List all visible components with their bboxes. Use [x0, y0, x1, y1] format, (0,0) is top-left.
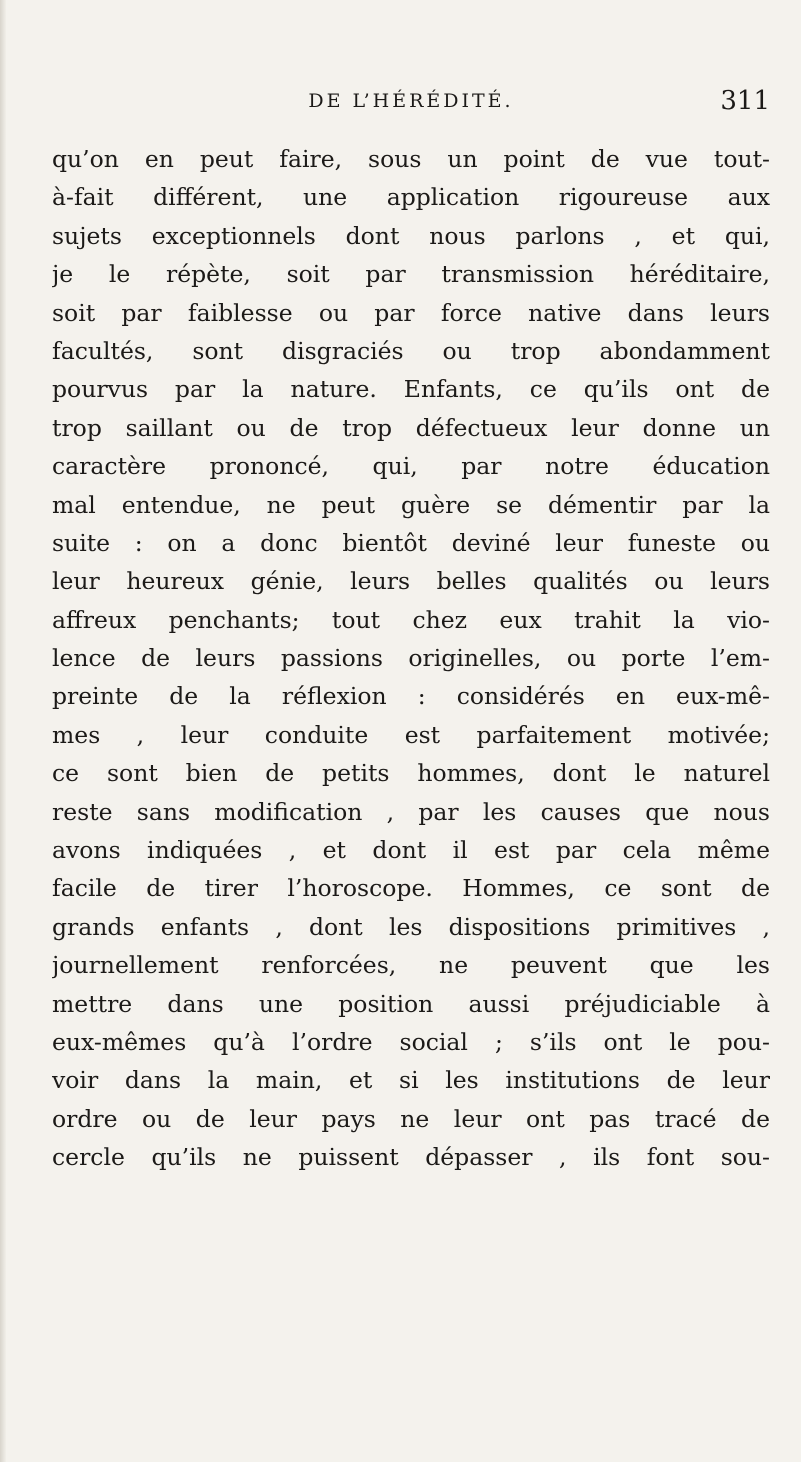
text-line: lence de leurs passions originelles, ou porte l’em-: [52, 644, 770, 673]
text-line: journellement renforcées, ne peuvent que les: [52, 951, 770, 980]
body-text: [52, 140, 770, 1177]
text-line: ce sont bien de petits hommes, dont le naturel: [52, 759, 770, 788]
text-line: reste sans modification , par les causes que nous: [52, 797, 770, 826]
text-line: trop saillant ou de trop défectueux leur donne un: [52, 413, 770, 442]
text-line: suite : on a donc bientôt deviné leur funeste ou: [52, 528, 770, 557]
text-line: cercle qu’ils ne puissent dépasser , ils font sou-: [52, 1143, 770, 1172]
text-line: grands enfants , dont les dispositions primitives ,: [52, 912, 770, 941]
text-line: voir dans la main, et si les institutions de leur: [52, 1066, 770, 1095]
text-line: je le répète, soit par transmission héréditaire,: [52, 260, 770, 289]
text-line: ordre ou de leur pays ne leur ont pas tracé de: [52, 1104, 770, 1133]
text-line: avons indiquées , et dont il est par cela même: [52, 836, 770, 865]
text-line: mes , leur conduite est parfaitement motivée;: [52, 720, 770, 749]
page-binding-edge: [0, 0, 6, 1462]
text-line: eux-mêmes qu’à l’ordre social ; s’ils ont le pou-: [52, 1027, 770, 1056]
page-header: [52, 86, 770, 126]
page-number: 311: [720, 86, 770, 116]
text-line: pourvus par la nature. Enfants, ce qu’ils ont de: [52, 375, 770, 404]
text-line: preinte de la réflexion : considérés en eux-mê-: [52, 682, 770, 711]
text-line: soit par faiblesse ou par force native dans leurs: [52, 298, 770, 327]
text-line: facile de tirer l’horoscope. Hommes, ce sont de: [52, 874, 770, 903]
text-line: à-fait différent, une application rigoureuse aux: [52, 183, 770, 212]
text-line: sujets exceptionnels dont nous parlons , et qui,: [52, 221, 770, 250]
text-line: affreux penchants; tout chez eux trahit la vio-: [52, 605, 770, 634]
running-head: DE L’HÉRÉDITÉ.: [308, 90, 514, 112]
text-line: mal entendue, ne peut guère se démentir par la: [52, 490, 770, 519]
text-line: facultés, sont disgraciés ou trop abondamment: [52, 336, 770, 365]
text-line: leur heureux génie, leurs belles qualités ou leurs: [52, 567, 770, 596]
text-line: mettre dans une position aussi préjudiciable à: [52, 989, 770, 1018]
text-line: caractère prononcé, qui, par notre éducation: [52, 452, 770, 481]
text-line: qu’on en peut faire, sous un point de vue tout-: [52, 145, 770, 173]
